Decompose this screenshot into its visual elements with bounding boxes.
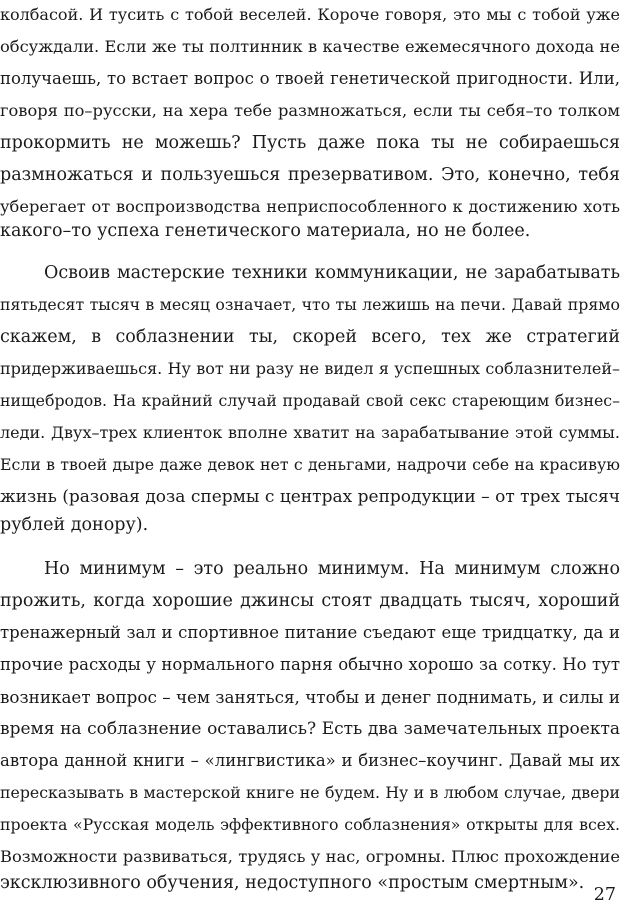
text-line: рублей донору). — [0, 515, 149, 535]
text-line: время на соблазнение оставались? Есть два замечательных проекта — [0, 719, 620, 739]
text-line: возникает вопрос – чем заняться, чтобы и денег поднимать, и силы и — [0, 687, 620, 707]
text-line: размножаться и пользуешься презервативом. Это, конечно, тебя — [0, 165, 620, 185]
text-line: Но минимум – это реально минимум. На минимум сложно — [44, 559, 620, 579]
text-line: жизнь (разовая доза спермы с центрах репродукции – от трех тысяч — [0, 487, 620, 507]
page-number: 27 — [593, 885, 616, 905]
text-line: скажем, в соблазнении ты, скорей всего, тех же стратегий — [0, 327, 620, 347]
text-line: обсуждали. Если же ты полтинник в качестве ежемесячного дохода не — [0, 37, 620, 56]
text-line: эксклюзивного обучения, недоступного «простым смертным». — [0, 873, 585, 893]
text-line: прочие расходы у нормального парня обычно хорошо за сотку. Но тут — [0, 655, 620, 674]
text-line: какого–то успеха генетического материала, но не более. — [0, 221, 531, 241]
text-line: тренажерный зал и спортивное питание съедают еще тридцатку, да и — [0, 623, 620, 642]
text-line: автора данной книги – «лингвистика» и бизнес–коучинг. Давай мы их — [0, 751, 620, 770]
text-line: проекта «Русская модель эффективного соблазнения» открыты для всех. — [0, 815, 620, 834]
text-line: леди. Двух–трех клиенток вполне хватит на зарабатывание этой суммы. — [0, 423, 620, 442]
text-line: нищебродов. На крайний случай продавай свой секс стареющим бизнес– — [0, 391, 620, 410]
text-line: Освоив мастерские техники коммуникации, не зарабатывать — [44, 263, 620, 283]
text-line: получаешь, то встает вопрос о твоей генетической пригодности. Или, — [0, 69, 620, 88]
text-line: пересказывать в мастерской книге не будем. Ну и в любом случае, двери — [0, 783, 620, 802]
text-line: говоря по–русски, на хера тебе размножаться, если ты себя–то толком — [0, 101, 620, 120]
text-line: Если в твоей дыре даже девок нет с деньгами, надрочи себе на красивую — [0, 455, 620, 474]
text-line: Возможности развиваться, трудясь у нас, огромны. Плюс прохождение — [0, 847, 620, 866]
text-line: уберегает от воспроизводства неприспособленного к достижению хоть — [0, 197, 620, 216]
text-line: пятьдесят тысяч в месяц означает, что ты лежишь на печи. Давай прямо — [0, 295, 620, 314]
text-line: колбасой. И тусить с тобой веселей. Короче говоря, это мы с тобой уже — [0, 5, 620, 24]
text-line: прокормить не можешь? Пусть даже пока ты не собираешься — [0, 133, 620, 153]
text-line: придерживаешься. Ну вот ни разу не видел я успешных соблазнителей– — [0, 359, 620, 378]
text-line: прожить, когда хорошие джинсы стоят двадцать тысяч, хороший — [0, 591, 620, 611]
